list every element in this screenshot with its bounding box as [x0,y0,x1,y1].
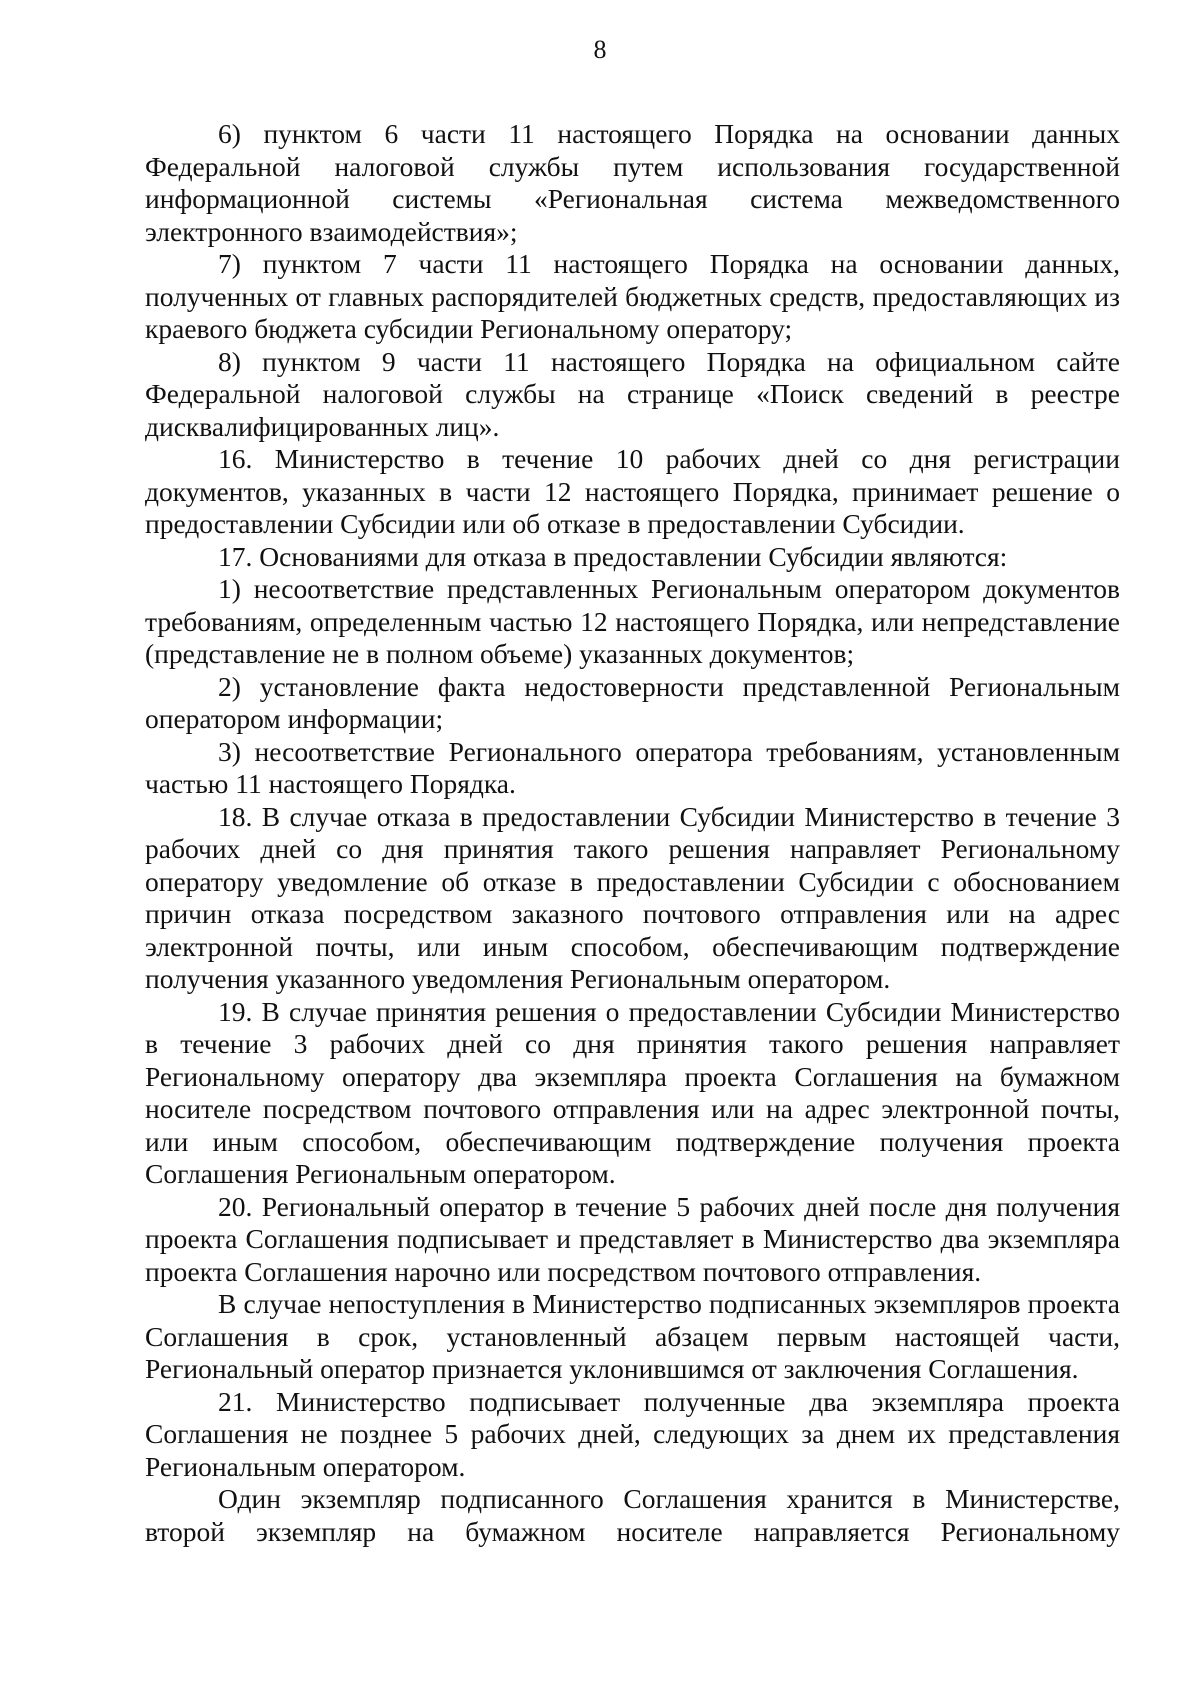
paragraph-section-17-item-2: 2) установление факта недостоверности представленной Региональным оператором информации; [145,670,1120,734]
paragraph-section-20-note: В случае непоступления в Министерство подписанных экземпляров проекта Соглашения в срок, установленный абзацем первым настоящей части, Региональный оператор признается уклонившимся от заключения Соглашения. [145,1288,1120,1384]
paragraph-section-21-note: Один экземпляр подписанного Соглашения хранится в Министерстве, второй экземпляр на бумажном носителе направляется Региональному [145,1483,1120,1547]
paragraph-section-17: 17. Основаниями для отказа в предоставлении Субсидии являются: [218,540,1008,572]
paragraph-section-16: 16. Министерство в течение 10 рабочих дней со дня регистрации документов, указанных в части 12 настоящего Порядка, принимает решение о предоставлении Субсидии или об отказе в предоставлении Субсидии. [145,443,1120,539]
paragraph-section-21: 21. Министерство подписывает полученные два экземпляра проекта Соглашения не позднее 5 рабочих дней, следующих за днем их представления Региональным оператором. [145,1385,1120,1482]
document-body [145,118,1120,1548]
paragraph-section-17-item-1: 1) несоответствие представленных Региональным оператором документов требованиям, определенным частью 12 настоящего Порядка, или непредставление (представление не в полном объеме) указанных документов; [145,573,1120,669]
paragraph-item-6: 6) пунктом 6 части 11 настоящего Порядка на основании данных Федеральной налоговой службы путем использования государственной информационной системы «Региональная система межведомственного электронного взаимодействия»; [145,118,1120,247]
page-number: 8 [593,35,607,64]
paragraph-section-20: 20. Региональный оператор в течение 5 рабочих дней после дня получения проекта Соглашения подписывает и представляет в Министерство два экземпляра проекта Соглашения нарочно или посредством почтового отправления. [145,1190,1120,1287]
paragraph-item-7: 7) пунктом 7 части 11 настоящего Порядка на основании данных, полученных от главных распорядителей бюджетных средств, предоставляющих из краевого бюджета субсидии Региональному оператору; [145,248,1120,344]
paragraph-section-17-item-3: 3) несоответствие Регионального оператора требованиям, установленным частью 11 настоящего Порядка. [145,735,1120,799]
paragraph-section-18: 18. В случае отказа в предоставлении Субсидии Министерство в течение 3 рабочих дней со дня принятия такого решения направляет Региональному оператору уведомление об отказе в предоставлении Субсидии с обоснованием причин отказа посредством заказного почтового отправления или на адрес электронной почты, или иным способом, обеспечивающим подтверждение получения указанного уведомления Региональным оператором. [145,800,1120,994]
paragraph-item-8: 8) пунктом 9 части 11 настоящего Порядка на официальном сайте Федеральной налоговой службы на странице «Поиск сведений в реестре дисквалифицированных лиц». [145,345,1120,442]
paragraph-section-19: 19. В случае принятия решения о предоставлении Субсидии Министерство в течение 3 рабочих дней со дня принятия такого решения направляет Региональному оператору два экземпляра проекта Соглашения на бумажном носителе посредством почтового отправления или на адрес электронной почты, или иным способом, обеспечивающим подтверждение получения проекта Соглашения Региональным оператором. [145,995,1120,1189]
